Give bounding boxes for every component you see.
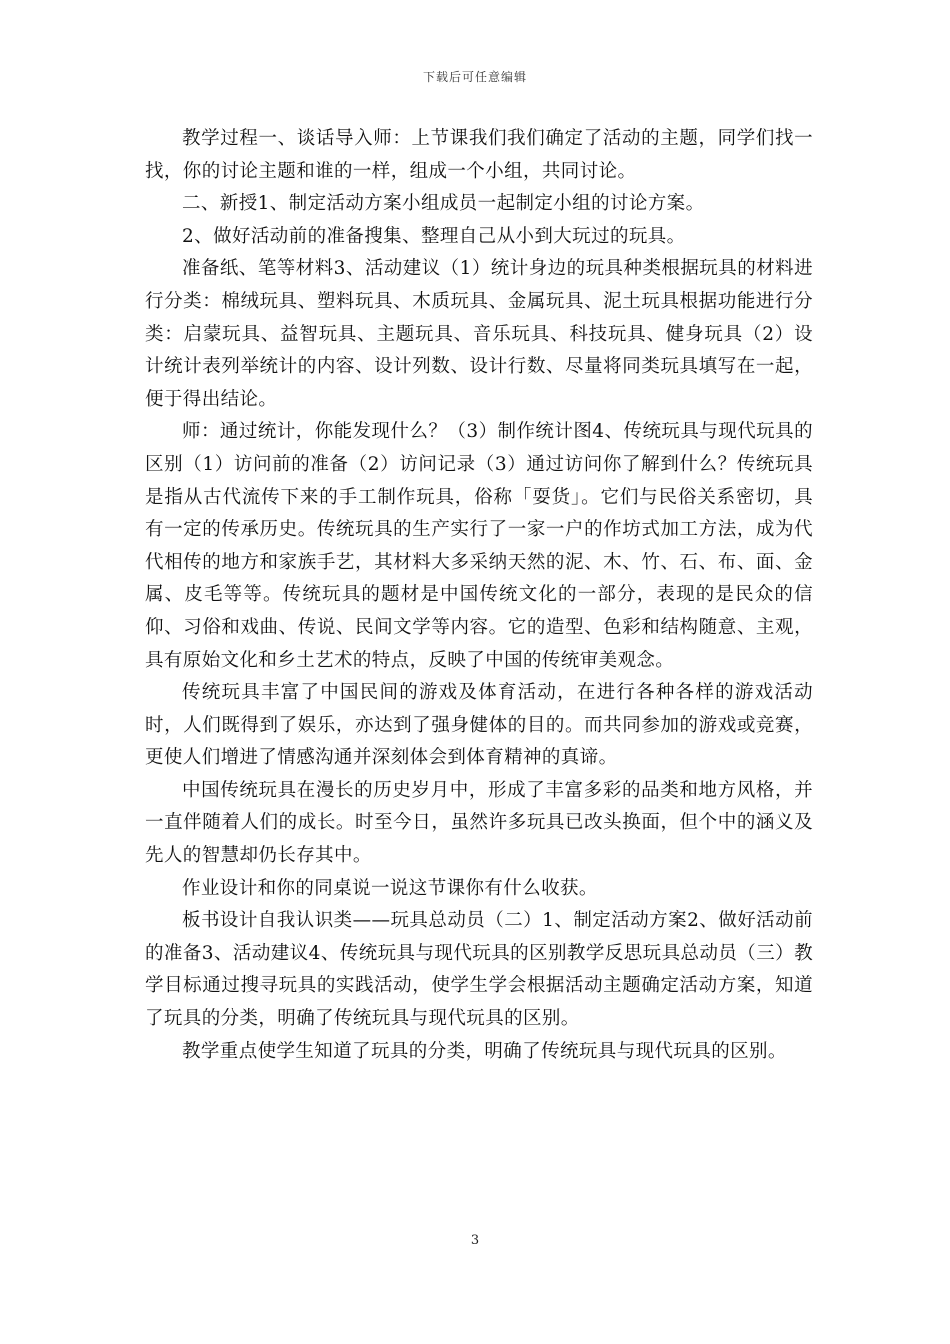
- paragraph-traditional-toys: 师：通过统计，你能发现什么？（3）制作统计图4、传统玩具与现代玩具的区别（1）访问前的准备（2）访问记录（3）通过访问你了解到什么？传统玩具是指从古代流传下来的手工制作玩具，俗称「耍货」。它们与民俗关系密切，具有一定的传承历史。传统玩具的生产实行了一家一户的作坊式加工方法，成为代代相传的地方和家族手艺，其材料大多采纳天然的泥、木、竹、石、布、面、金属、皮毛等等。传统玩具的题材是中国传统文化的一部分，表现的是民众的信仰、习俗和戏曲、传说、民间文学等内容。它的造型、色彩和结构随意、主观，具有原始文化和乡土艺术的特点，反映了中国的传统审美观念。: [145, 421, 813, 671]
- page-header-note: 下载后可任意编辑: [422, 70, 527, 84]
- paragraph-homework: 作业设计和你的同桌说一说这节课你有什么收获。: [182, 877, 598, 899]
- paragraph-board-design: 板书设计自我认识类——玩具总动员（二）1、制定活动方案2、做好活动前的准备3、活动建议4、传统玩具与现代玩具的区别教学反思玩具总动员（三）教学目标通过搜寻玩具的实践活动，使学生学会根据活动主题确定活动方案，知道了玩具的分类，明确了传统玩具与现代玩具的区别。: [145, 910, 813, 1030]
- paragraph-new-lesson: 二、新授1、制定活动方案小组成员一起制定小组的讨论方案。: [182, 193, 705, 215]
- paragraph-games-and-sports: 传统玩具丰富了中国民间的游戏及体育活动，在进行各种各样的游戏活动时，人们既得到了娱乐，亦达到了强身健体的目的。而共同参加的游戏或竞赛，更使人们增进了情感沟通并深刻体会到体育精神的真谛。: [145, 682, 813, 769]
- paragraph-history: 中国传统玩具在漫长的历史岁月中，形成了丰富多彩的品类和地方风格，并一直伴随着人们的成长。时至今日，虽然许多玩具已改头换面，但个中的涵义及先人的智慧却仍长存其中。: [145, 779, 813, 867]
- paragraph-preparation: 2、做好活动前的准备搜集、整理自己从小到大玩过的玩具。: [182, 225, 686, 247]
- paragraph-teaching-process: 教学过程一、谈话导入师：上节课我们我们确定了活动的主题，同学们找一找，你的讨论主题和谁的一样，组成一个小组，共同讨论。: [145, 128, 813, 182]
- page-number: 3: [470, 1233, 480, 1248]
- paragraph-key-points: 教学重点使学生知道了玩具的分类，明确了传统玩具与现代玩具的区别。: [182, 1040, 787, 1062]
- paragraph-activity-suggestion: 准备纸、笔等材料3、活动建议（1）统计身边的玩具种类根据玩具的材料进行分类：棉绒玩具、塑料玩具、木质玩具、金属玩具、泥土玩具根据功能进行分类：启蒙玩具、益智玩具、主题玩具、音乐玩具、科技玩具、健身玩具（2）设计统计表列举统计的内容、设计列数、设计行数、尽量将同类玩具填写在一起，便于得出结论。: [145, 258, 813, 410]
- document-body: [145, 123, 813, 1068]
